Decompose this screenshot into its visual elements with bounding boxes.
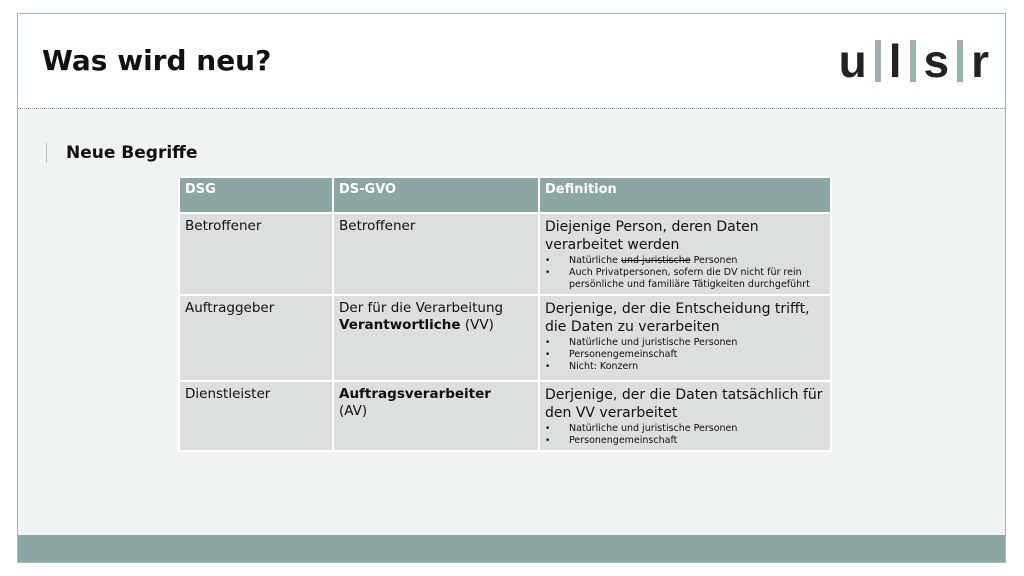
logo-letter-u: u bbox=[838, 35, 867, 87]
bullet-item bbox=[569, 267, 825, 291]
dsgvo-cell bbox=[333, 213, 539, 295]
ulsr-logo bbox=[839, 36, 989, 86]
logo-separator bbox=[957, 40, 963, 82]
dsgvo-term: Der für die Verarbeitung bbox=[339, 300, 504, 316]
dsgvo-term-bold: Verantwortliche bbox=[339, 317, 461, 333]
dsgvo-abbreviation: (AV) bbox=[339, 403, 368, 419]
dsgvo-cell bbox=[333, 295, 539, 381]
section-heading bbox=[46, 143, 197, 163]
definition-cell bbox=[539, 381, 831, 451]
logo-letter-s: s bbox=[923, 35, 950, 87]
bullet-item: • Nicht: Konzern bbox=[569, 361, 825, 373]
bullet-item: • Natürliche und juristische Personen bbox=[569, 423, 825, 435]
footer-bar bbox=[18, 535, 1005, 562]
definitions-table bbox=[178, 176, 832, 452]
definition-cell bbox=[539, 295, 831, 381]
table-header-row bbox=[179, 177, 831, 213]
logo-letter-l: l bbox=[888, 35, 902, 87]
definition-bullets bbox=[545, 255, 825, 291]
column-header-dsg: DSG bbox=[179, 177, 333, 213]
bullet-text-suffix: Personen bbox=[690, 255, 738, 266]
bullet-text: Auch Privatpersonen, sofern die DV nicht für rein persönliche und familiäre Tätigkeiten durchgeführt bbox=[569, 267, 810, 290]
bullet-item bbox=[569, 255, 825, 267]
logo-separator bbox=[875, 40, 881, 82]
logo-separator bbox=[910, 40, 916, 82]
slide-title: Was wird neu? bbox=[42, 44, 272, 77]
dsgvo-term-bold: Auftragsverarbeiter bbox=[339, 386, 491, 402]
slide-content bbox=[18, 109, 1005, 537]
definition-bullets bbox=[545, 337, 825, 373]
dsg-cell: Betroffener bbox=[179, 213, 333, 295]
definition-cell bbox=[539, 213, 831, 295]
slide bbox=[17, 13, 1006, 563]
section-marker bbox=[46, 143, 47, 163]
bullet-item: • Natürliche und juristische Personen bbox=[569, 337, 825, 349]
definition-bullets bbox=[545, 423, 825, 447]
definition-text: Diejenige Person, deren Daten verarbeitet werden bbox=[545, 219, 759, 253]
slide-header bbox=[18, 14, 1005, 108]
dsgvo-cell bbox=[333, 381, 539, 451]
table-row bbox=[179, 381, 831, 451]
bullet-item: • Personengemeinschaft bbox=[569, 349, 825, 361]
definition-text: Derjenige, der die Daten tatsächlich für den VV verarbeitet bbox=[545, 387, 823, 421]
bullet-text: Natürliche bbox=[569, 255, 621, 266]
dsgvo-term: Betroffener bbox=[339, 218, 416, 234]
section-heading-text: Neue Begriffe bbox=[66, 143, 198, 163]
definition-text: Derjenige, der die Entscheidung trifft, die Daten zu verarbeiten bbox=[545, 301, 810, 335]
struck-text: und juristische bbox=[620, 255, 691, 266]
logo-letter-r: r bbox=[971, 35, 989, 87]
dsg-cell: Auftraggeber bbox=[179, 295, 333, 381]
column-header-definition: Definition bbox=[539, 177, 831, 213]
column-header-dsgvo: DS-GVO bbox=[333, 177, 539, 213]
table-row bbox=[179, 213, 831, 295]
bullet-item: • Personengemeinschaft bbox=[569, 435, 825, 447]
dsgvo-abbreviation: (VV) bbox=[460, 317, 494, 333]
table-row bbox=[179, 295, 831, 381]
dsg-cell: Dienstleister bbox=[179, 381, 333, 451]
